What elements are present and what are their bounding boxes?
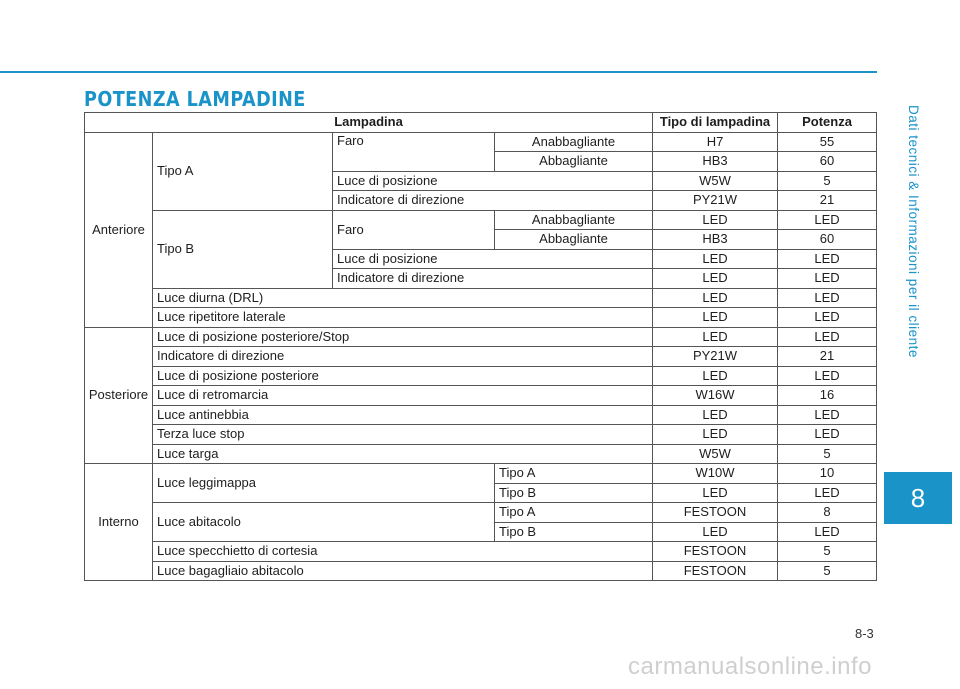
bulb-type: HB3	[653, 152, 778, 172]
table-row	[85, 503, 877, 523]
bulb-type: LED	[653, 522, 778, 542]
bulb-type: FESTOON	[653, 503, 778, 523]
table-row	[85, 210, 877, 230]
table-row	[85, 327, 877, 347]
group-interno: Interno	[85, 464, 153, 581]
bulb-name: Luce di posizione	[333, 249, 653, 269]
bulb-power: LED	[778, 308, 877, 328]
header-lampadina: Lampadina	[85, 113, 653, 133]
bulb-power: 60	[778, 230, 877, 250]
bulb-power: LED	[778, 366, 877, 386]
faro-label: Faro	[333, 210, 495, 249]
bulb-power: LED	[778, 327, 877, 347]
bulb-name: Luce di posizione posteriore	[153, 366, 653, 386]
bulb-type: LED	[653, 327, 778, 347]
bulb-name: Abbagliante	[495, 230, 653, 250]
subgroup-tipo-b: Tipo B	[153, 210, 333, 288]
bulb-name: Indicatore di direzione	[333, 191, 653, 211]
bulb-name: Luce di posizione	[333, 171, 653, 191]
watermark: carmanualsonline.info	[628, 653, 872, 680]
bulb-type: FESTOON	[653, 561, 778, 581]
bulb-variant: Tipo A	[495, 503, 653, 523]
bulb-power: LED	[778, 249, 877, 269]
bulb-power: LED	[778, 269, 877, 289]
bulb-name: Luce leggimappa	[153, 464, 495, 503]
bulb-type: W16W	[653, 386, 778, 406]
bulb-type: W5W	[653, 171, 778, 191]
header-potenza: Potenza	[778, 113, 877, 133]
chapter-side-tab: Dati tecnici & Informazioni per il cliente	[906, 105, 921, 358]
table-row	[85, 542, 877, 562]
bulb-type: PY21W	[653, 191, 778, 211]
table-row	[85, 386, 877, 406]
bulb-name: Terza luce stop	[153, 425, 653, 445]
table-row	[85, 405, 877, 425]
bulb-name: Luce abitacolo	[153, 503, 495, 542]
page-number: 8-3	[855, 626, 874, 641]
bulb-power: 5	[778, 171, 877, 191]
table-row	[85, 366, 877, 386]
bulb-name: Luce specchietto di cortesia	[153, 542, 653, 562]
bulb-power: LED	[778, 522, 877, 542]
bulb-name: Luce diurna (DRL)	[153, 288, 653, 308]
bulb-type: W10W	[653, 464, 778, 484]
header-tipo: Tipo di lampadina	[653, 113, 778, 133]
bulb-type: W5W	[653, 444, 778, 464]
bulb-power: 5	[778, 542, 877, 562]
faro-label: Faro	[333, 132, 495, 171]
bulb-power: 10	[778, 464, 877, 484]
bulb-variant: Tipo B	[495, 522, 653, 542]
bulb-type: H7	[653, 132, 778, 152]
bulb-type: LED	[653, 366, 778, 386]
table-row	[85, 561, 877, 581]
top-divider	[0, 71, 877, 73]
table-row	[85, 464, 877, 484]
table-row	[85, 288, 877, 308]
bulb-name: Luce bagagliaio abitacolo	[153, 561, 653, 581]
group-posteriore: Posteriore	[85, 327, 153, 464]
bulb-type: LED	[653, 210, 778, 230]
bulb-type: LED	[653, 483, 778, 503]
table-row	[85, 425, 877, 445]
bulb-name: Luce targa	[153, 444, 653, 464]
bulb-type: PY21W	[653, 347, 778, 367]
bulb-type: LED	[653, 425, 778, 445]
bulb-power: 60	[778, 152, 877, 172]
bulb-power: LED	[778, 425, 877, 445]
bulb-power: 21	[778, 191, 877, 211]
bulb-power: 21	[778, 347, 877, 367]
bulb-power: 16	[778, 386, 877, 406]
bulb-name: Luce ripetitore laterale	[153, 308, 653, 328]
bulb-power: LED	[778, 210, 877, 230]
table-header-row	[85, 113, 877, 133]
bulb-power: 5	[778, 444, 877, 464]
bulb-type: LED	[653, 269, 778, 289]
page-title: POTENZA LAMPADINE	[84, 87, 306, 111]
bulb-name: Luce di retromarcia	[153, 386, 653, 406]
bulb-type: FESTOON	[653, 542, 778, 562]
bulb-name: Abbagliante	[495, 152, 653, 172]
chapter-number-badge: 8	[884, 472, 952, 524]
bulb-name: Anabbagliante	[495, 210, 653, 230]
subgroup-tipo-a: Tipo A	[153, 132, 333, 210]
bulb-power: LED	[778, 288, 877, 308]
bulb-power: 55	[778, 132, 877, 152]
bulb-table	[84, 112, 877, 581]
table-row	[85, 308, 877, 328]
bulb-variant: Tipo A	[495, 464, 653, 484]
bulb-type: LED	[653, 405, 778, 425]
bulb-name: Indicatore di direzione	[333, 269, 653, 289]
table-row	[85, 347, 877, 367]
bulb-name: Indicatore di direzione	[153, 347, 653, 367]
bulb-variant: Tipo B	[495, 483, 653, 503]
bulb-power: LED	[778, 405, 877, 425]
bulb-type: LED	[653, 249, 778, 269]
bulb-type: LED	[653, 308, 778, 328]
bulb-power: 5	[778, 561, 877, 581]
bulb-type: LED	[653, 288, 778, 308]
bulb-power: LED	[778, 483, 877, 503]
bulb-type: HB3	[653, 230, 778, 250]
bulb-name: Anabbagliante	[495, 132, 653, 152]
bulb-power: 8	[778, 503, 877, 523]
table-row	[85, 444, 877, 464]
bulb-name: Luce di posizione posteriore/Stop	[153, 327, 653, 347]
group-anteriore: Anteriore	[85, 132, 153, 327]
table-row	[85, 132, 877, 152]
bulb-name: Luce antinebbia	[153, 405, 653, 425]
